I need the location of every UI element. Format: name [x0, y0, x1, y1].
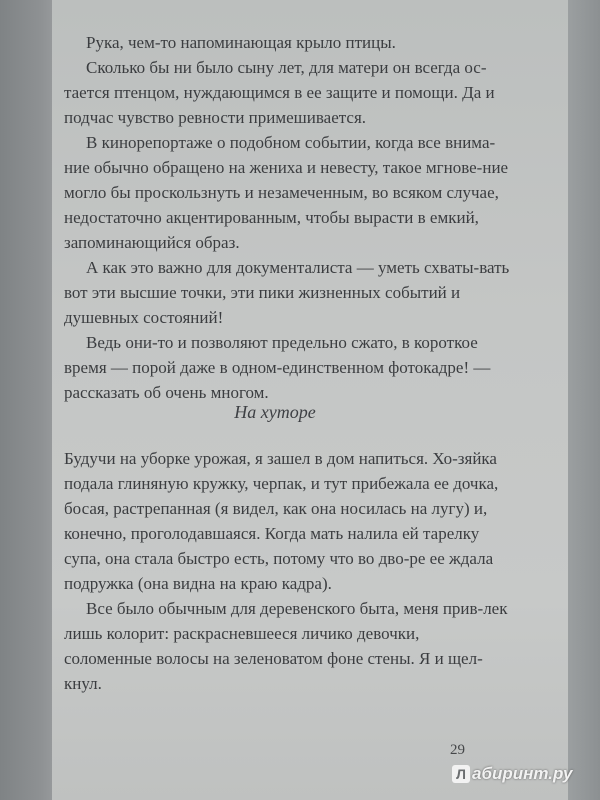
paragraph: В кинорепортаже о подобном событии, когда все внима-ние обычно обращено на жениха и невесту, такое мгнове-ние могло бы проскользнуть и незамеченным, во всяком случае, недостаточно акцентированным, чтобы вырасти в емкий, запоминающийся образ. — [64, 133, 509, 252]
paragraph: Сколько бы ни было сыну лет, для матери он всегда ос-тается птенцом, нуждающимся в ее защите и помощи. Да и подчас чувство ревности примешивается. — [64, 58, 495, 127]
book-spine-shadow — [0, 0, 58, 800]
page-number: 29 — [450, 742, 465, 758]
book-page — [52, 0, 568, 800]
paragraph: Будучи на уборке урожая, я зашел в дом напиться. Хо-зяйка подала глиняную кружку, черпак, и тут прибежала ее дочка, босая, растрепанная (я видел, как она носилась на лугу) и, конечно, проголодавшаяся. Когда мать налила ей тарелку супа, она стала быстро есть, потому что во дво-ре ее ждала подружка (она видна на краю кадра). — [64, 449, 499, 593]
text-block-top — [64, 30, 510, 405]
paragraph: А как это важно для документалиста — уметь схваты-вать вот эти высшие точки, эти пики жизненных событий и душевных состояний! — [64, 258, 510, 327]
paragraph: Ведь они-то и позволяют предельно сжато, в короткое время — порой даже в одном-единственном фотокадре! — рассказать об очень многом. — [64, 333, 491, 402]
paragraph: Рука, чем-то напоминающая крыло птицы. — [86, 33, 396, 52]
text-block-bottom — [64, 446, 510, 696]
watermark-text: абиринт.ру — [472, 764, 573, 783]
labirint-watermark — [452, 764, 572, 784]
paragraph: Все было обычным для деревенского быта, меня прив-лек лишь колорит: раскрасневшееся личико девочки, соломенные волосы на зеленоватом фоне стены. Я и щел-кнул. — [64, 599, 508, 693]
labirint-logo-icon: Л — [452, 765, 470, 783]
section-heading: На хуторе — [234, 402, 316, 422]
